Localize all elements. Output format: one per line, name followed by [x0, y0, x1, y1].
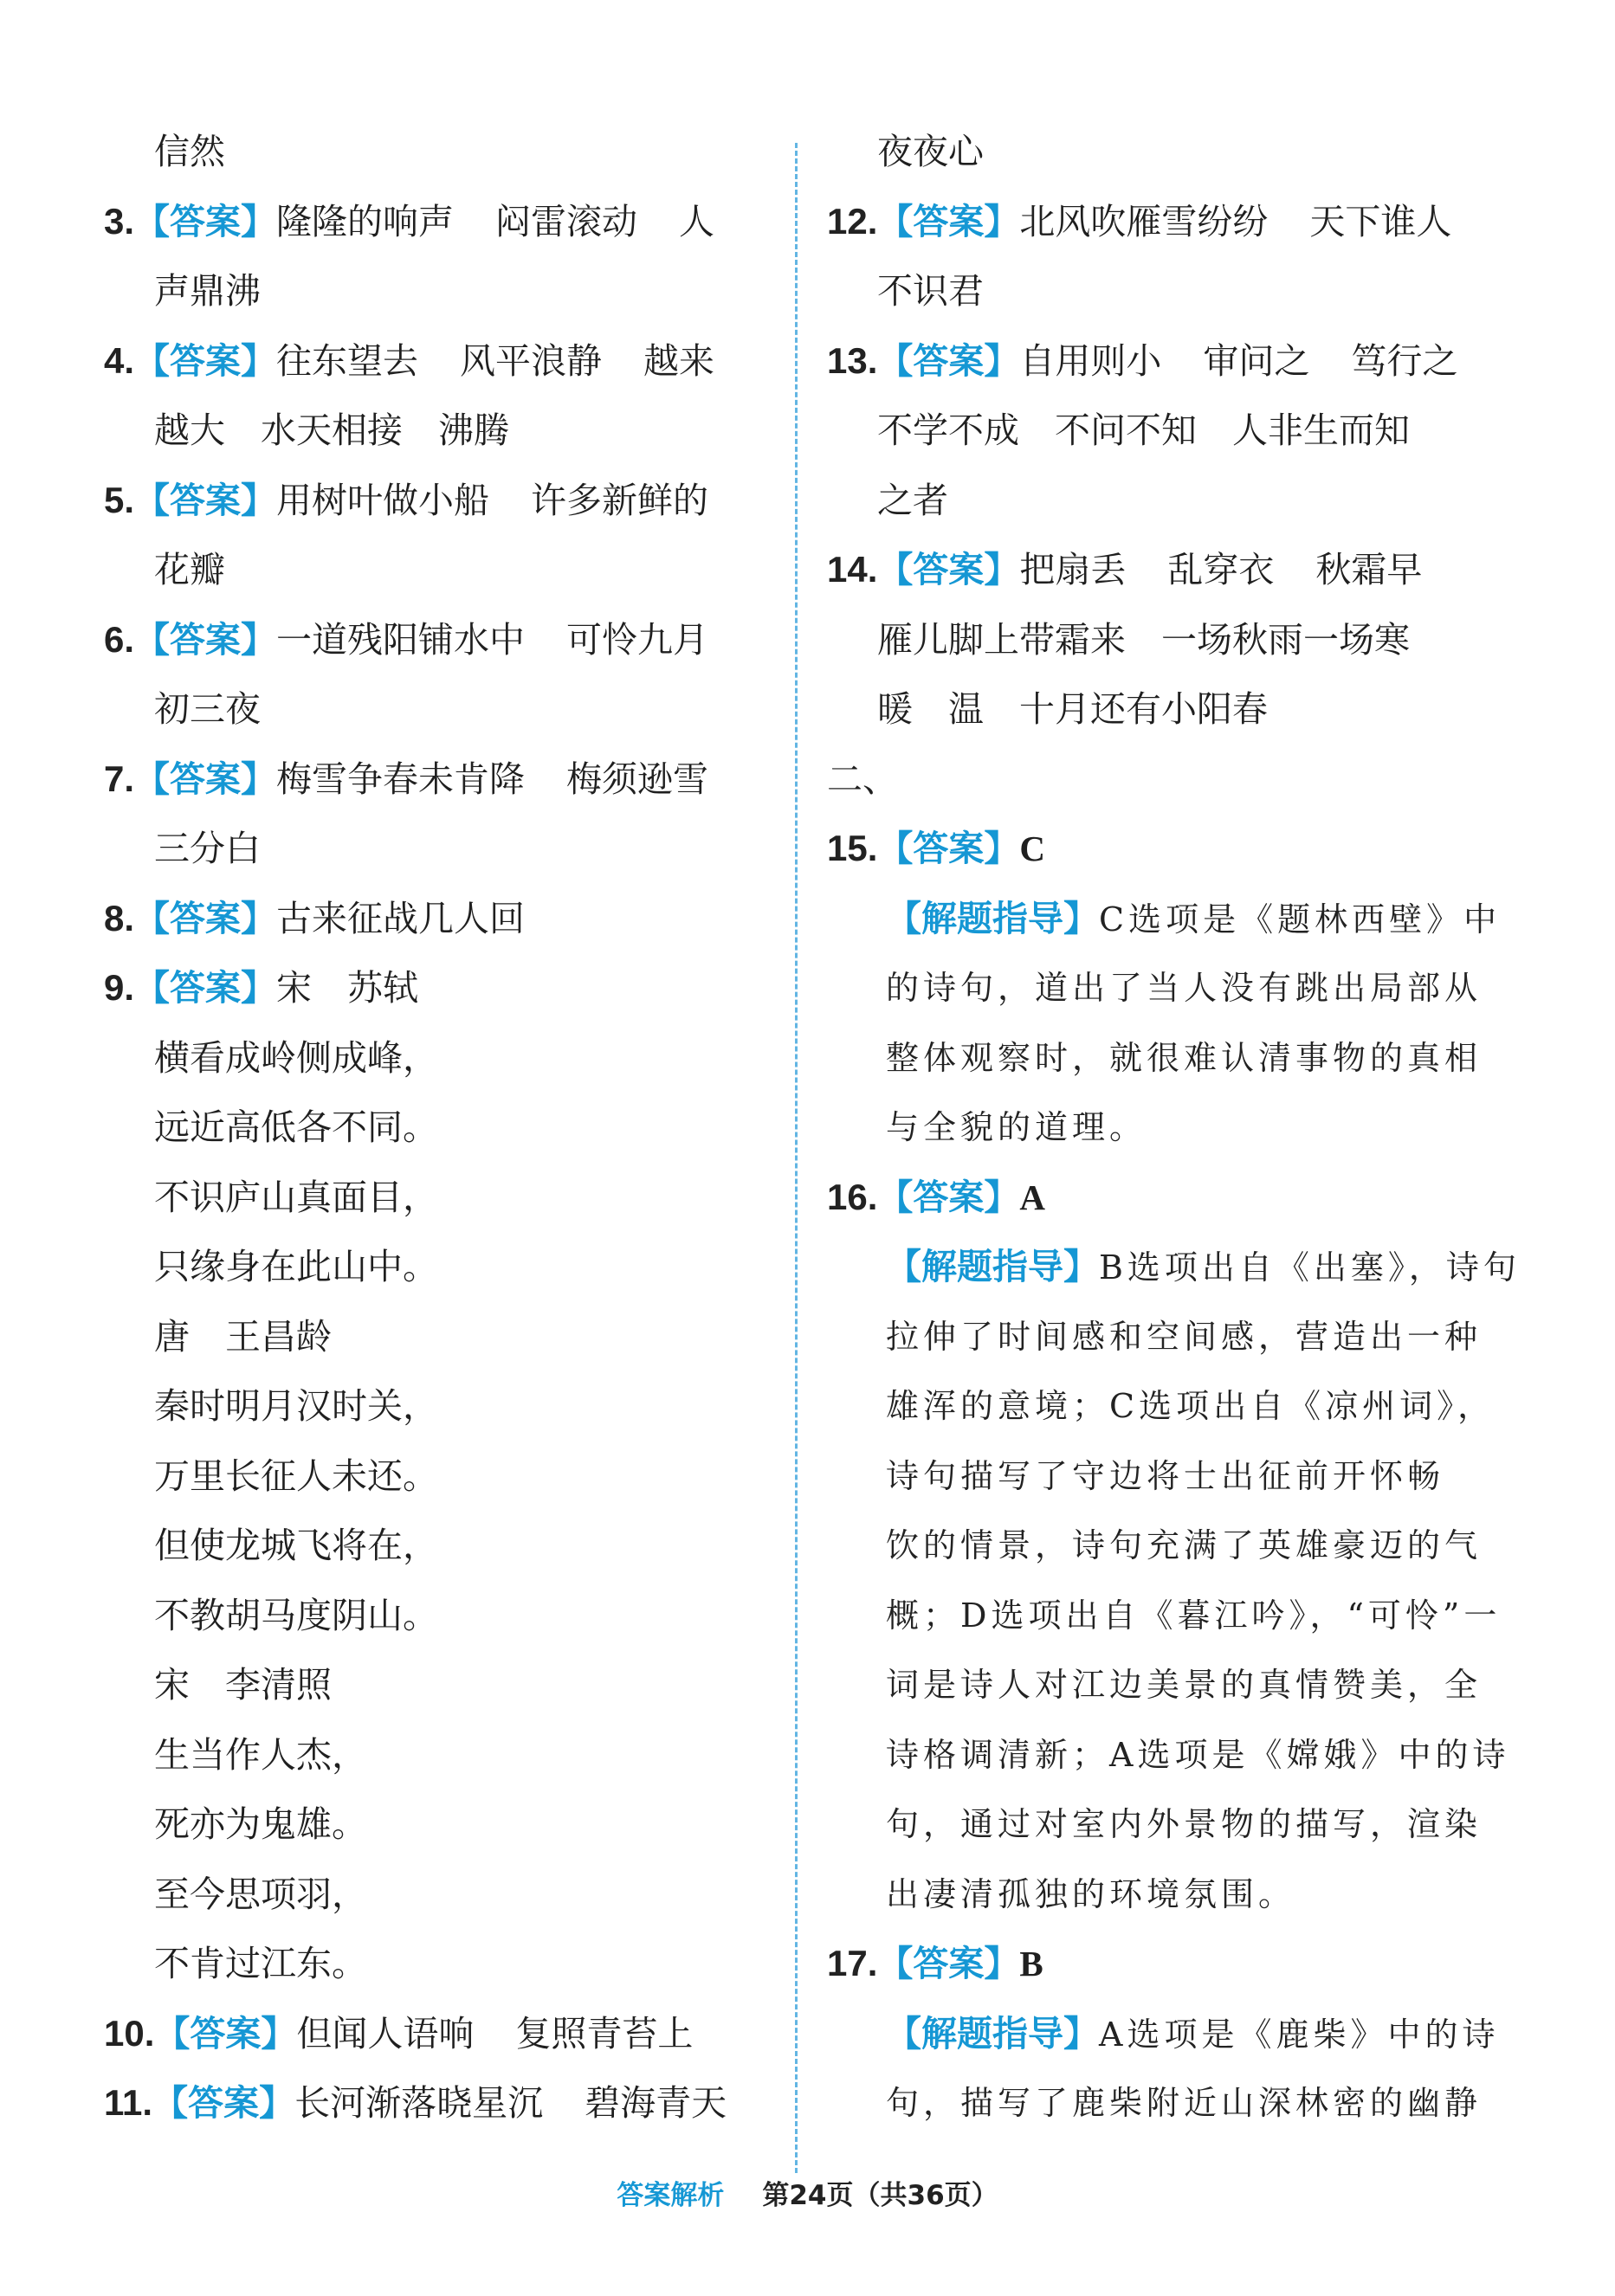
poem-line: 不肯过江东。: [154, 1943, 367, 1984]
poem-line: 不教胡马度阴山。: [154, 1594, 438, 1636]
question-13: 13.【答案】自用则小 审问之 笃行之: [827, 339, 1458, 382]
question-8: 8.【答案】古来征战几人回: [104, 897, 526, 939]
poem-line: 横看成岭侧成峰，: [154, 1036, 438, 1079]
question-9: 9.【答案】宋 苏轼: [104, 967, 419, 1009]
poem-line: 远近高低各不同。: [154, 1106, 438, 1148]
guide-line: 句，描写了鹿柴附近山深林密的幽静: [886, 2084, 1483, 2122]
question-7: 7.【答案】梅雪争春未肯降 梅须逊雪: [104, 758, 709, 800]
question-16: 16.【答案】A: [827, 1176, 1045, 1218]
question-6-cont: 初三夜: [154, 688, 261, 730]
poem-line: 不识庐山真面目，: [154, 1176, 438, 1218]
guide-line: 饮的情景，诗句充满了英雄豪迈的气: [886, 1526, 1483, 1564]
question-6: 6.【答案】一道残阳铺水中 可怜九月: [104, 618, 709, 661]
guide-line: 概；D选项出自《暮江吟》，“可怜”一: [886, 1596, 1502, 1635]
question-14-cont: 雁儿脚上带霜来 一场秋雨一场寒: [877, 618, 1410, 661]
question-5-cont: 花瓣: [154, 549, 225, 590]
poem-line: 生当作人杰，: [154, 1733, 367, 1776]
question-17: 17.【答案】B: [827, 1943, 1043, 1984]
guide-line: 雄浑的意境；C选项出自《凉州词》，: [886, 1387, 1495, 1425]
poem-line: 死亦为鬼雄。: [154, 1803, 367, 1845]
guide-line: 【解题指导】B选项出自《出塞》，诗句: [886, 1246, 1521, 1287]
question-12-cont: 不识君: [877, 270, 984, 312]
poem-line: 至今思项羽，: [154, 1873, 367, 1915]
question-4: 4.【答案】往东望去 风平浪静 越来: [104, 339, 715, 382]
question-4-cont: 越大 水天相接 沸腾: [154, 410, 509, 451]
guide-line: 整体观察时，就很难认清事物的真相: [886, 1038, 1483, 1077]
left-column: [104, 117, 797, 2138]
question-3-cont: 声鼎沸: [154, 270, 261, 312]
poem-line: 但使龙城飞将在，: [154, 1525, 438, 1566]
guide-line: 的诗句，道出了当人没有跳出局部从: [886, 969, 1483, 1007]
question-3: 3.【答案】隆隆的响声 闷雷滚动 人: [104, 200, 715, 242]
poem-line: 只缘身在此山中。: [154, 1246, 438, 1287]
guide-line: 出凄清孤独的环境氛围。: [886, 1874, 1296, 1913]
guide-line: 拉伸了时间感和空间感，营造出一种: [886, 1317, 1483, 1356]
poem-line: 秦时明月汉时关，: [154, 1385, 438, 1427]
continued-line: 夜夜心: [877, 131, 984, 172]
guide-line: 词是诗人对江边美景的真情赞美，全: [886, 1666, 1483, 1704]
section-heading: 二、: [827, 758, 898, 800]
guide-line: 诗格调清新；A选项是《嫦娥》中的诗: [886, 1735, 1510, 1774]
question-13-cont: 之者: [877, 479, 948, 521]
question-7-cont: 三分白: [154, 828, 261, 869]
question-15: 15.【答案】C: [827, 828, 1045, 869]
page-number: 第24页（共36页）: [762, 2180, 998, 2211]
poem-author: 唐 王昌龄: [154, 1315, 332, 1358]
poem-author: 宋 李清照: [154, 1664, 332, 1706]
continued-line: 信然: [154, 131, 225, 172]
guide-line: 诗句描写了守边将士出征前开怀畅: [886, 1456, 1445, 1495]
guide-line: 【解题指导】C选项是《题林西壁》中: [886, 897, 1502, 939]
right-column: [827, 117, 1521, 2138]
page-footer: [0, 2173, 1615, 2212]
question-12: 12.【答案】北风吹雁雪纷纷 天下谁人: [827, 200, 1452, 242]
poem-line: 万里长征人未还。: [154, 1454, 438, 1497]
question-10: 10.【答案】但闻人语响 复照青苔上: [104, 2012, 694, 2054]
question-14-cont: 暖 温 十月还有小阳春: [877, 688, 1268, 730]
question-5: 5.【答案】用树叶做小船 许多新鲜的: [104, 479, 709, 521]
question-13-cont: 不学不成 不问不知 人非生而知: [877, 410, 1410, 451]
question-14: 14.【答案】把扇丢 乱穿衣 秋霜早: [827, 549, 1423, 590]
question-11: 11.【答案】长河渐落晓星沉 碧海青天: [104, 2082, 727, 2124]
guide-line: 句，通过对室内外景物的描写，渲染: [886, 1805, 1483, 1843]
footer-section-label: 答案解析: [617, 2180, 725, 2211]
guide-line: 【解题指导】A选项是《鹿柴》中的诗: [886, 2012, 1500, 2054]
guide-line: 与全貌的道理。: [886, 1108, 1147, 1146]
